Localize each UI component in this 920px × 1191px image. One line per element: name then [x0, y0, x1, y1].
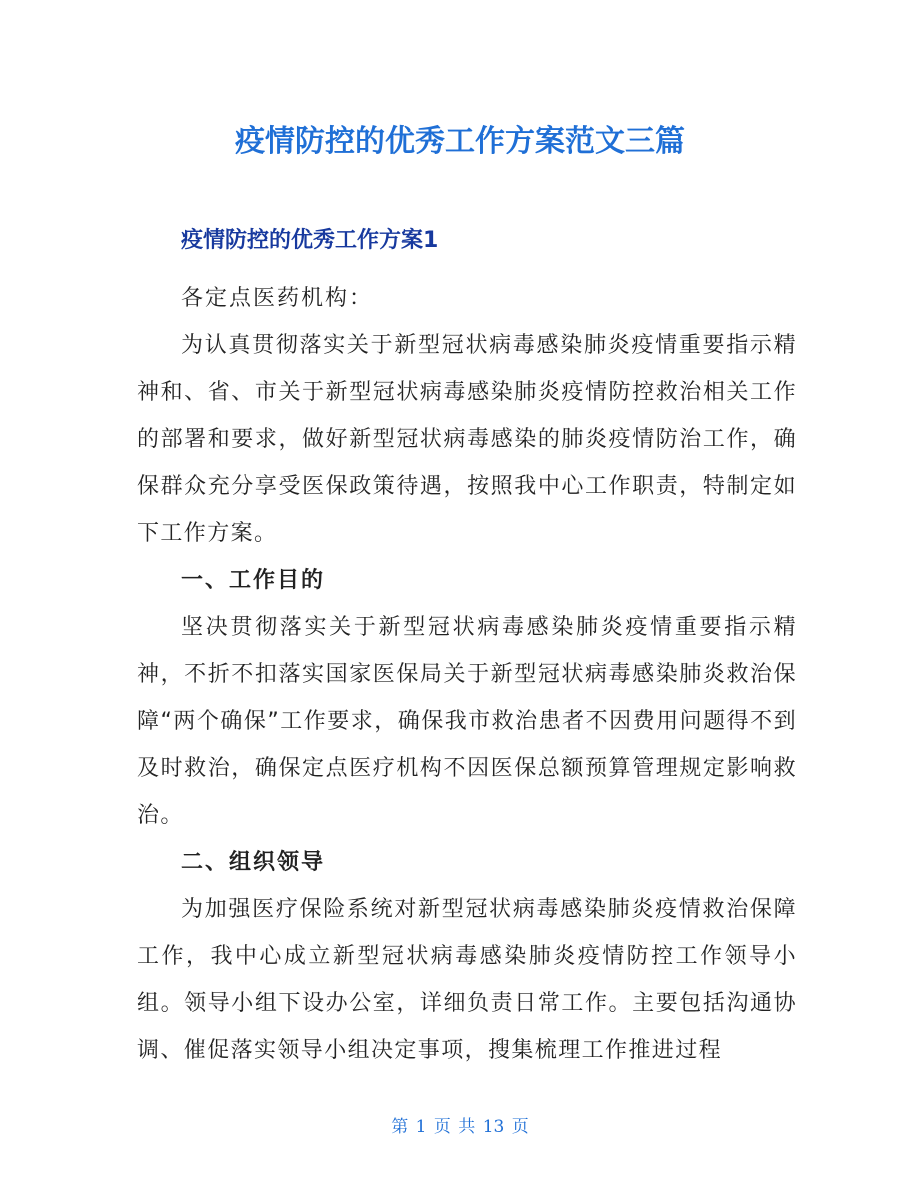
- salutation-paragraph: 各定点医药机构：: [181, 286, 374, 311]
- work-purpose-paragraph: 坚决贯彻落实关于新型冠状病毒感染肺炎疫情重要指示精神，不折不扣落实国家医保局关于新型冠状病毒感染肺炎救治保障“两个确保”工作要求，确保我市救治患者不因费用问题得不到及时救治，确保定点医疗机构不因医保总额预算管理规定影响救治。: [137, 615, 797, 828]
- section-title: 疫情防控的优秀工作方案1: [181, 228, 439, 253]
- heading-organization: 二、组织领导: [181, 850, 326, 875]
- organization-paragraph: 为加强医疗保险系统对新型冠状病毒感染肺炎疫情救治保障工作，我中心成立新型冠状病毒感染肺炎疫情防控工作领导小组。领导小组下设办公室，详细负责日常工作。主要包括沟通协调、催促落实领导小组决定事项，搜集梳理工作推进过程: [137, 897, 797, 1063]
- document-title: 疫情防控的优秀工作方案范文三篇: [235, 124, 685, 159]
- page-number-footer: 第 1 页 共 13 页: [391, 1117, 529, 1137]
- intro-paragraph: 为认真贯彻落实关于新型冠状病毒感染肺炎疫情重要指示精神和、省、市关于新型冠状病毒感染肺炎疫情防控救治相关工作的部署和要求，做好新型冠状病毒感染的肺炎疫情防治工作，确保群众充分享受医保政策待遇，按照我中心工作职责，特制定如下工作方案。: [137, 333, 797, 546]
- heading-work-purpose: 一、工作目的: [181, 568, 326, 593]
- document-body: [137, 275, 797, 1074]
